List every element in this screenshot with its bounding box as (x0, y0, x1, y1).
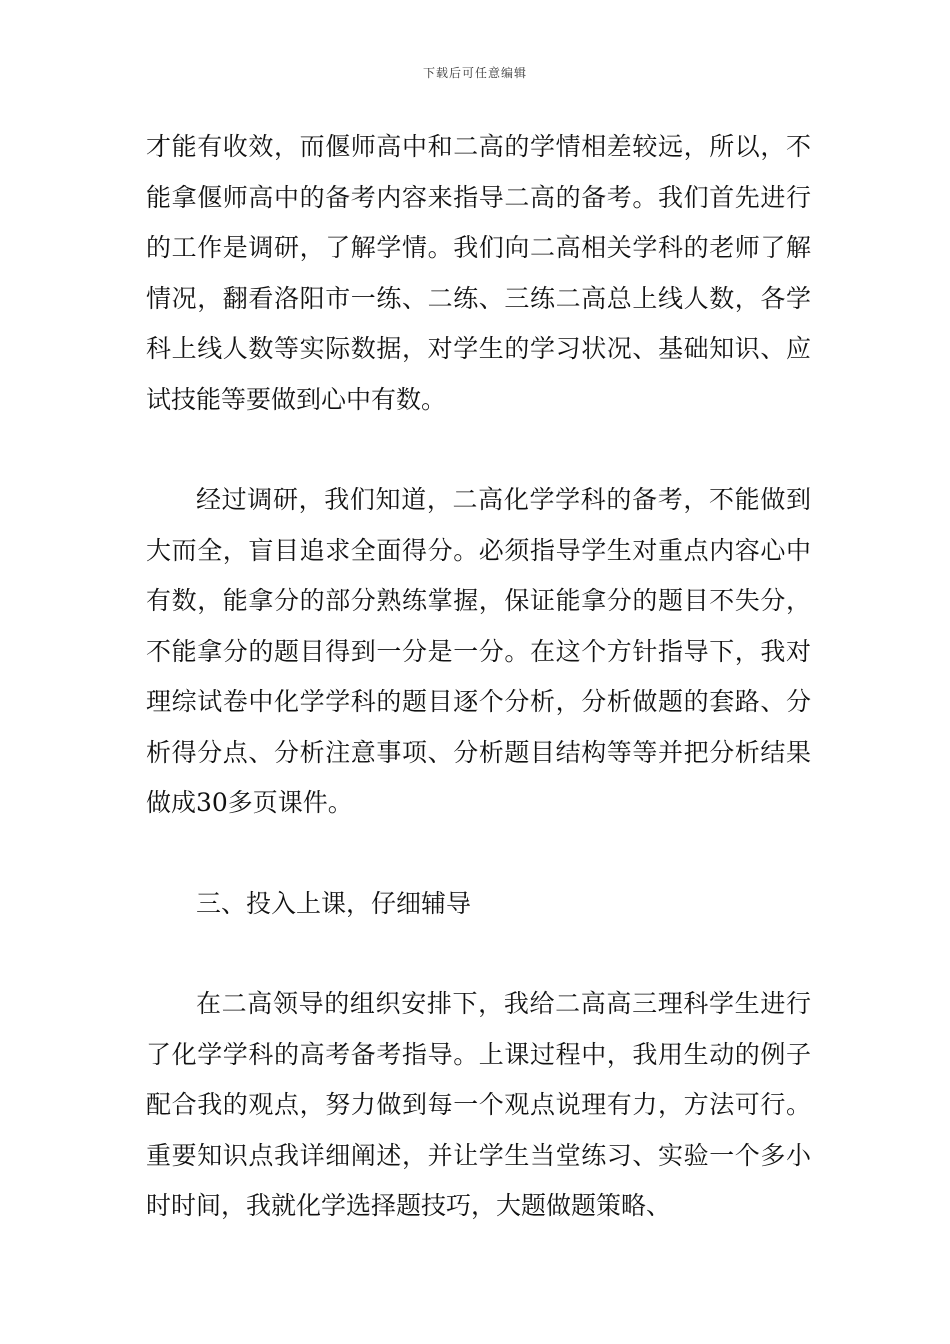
document-body (146, 122, 811, 1232)
section-heading: 三、投入上课，仔细辅导 (196, 888, 472, 918)
paragraph-continuation: 才能有收效，而偃师高中和二高的学情相差较远，所以，不能拿偃师高中的备考内容来指导二高的备考。我们首先进行的工作是调研，了解学情。我们向二高相关学科的老师了解情况，翻看洛阳市一练、二练、三练二高总上线人数，各学科上线人数等实际数据，对学生的学习状况、基础知识、应试技能等要做到心中有数。 (146, 132, 811, 414)
paragraph-gap (146, 829, 811, 879)
paragraph-gap (146, 425, 811, 475)
paragraph-gap (146, 929, 811, 979)
paragraph-teaching: 在二高领导的组织安排下，我给二高高三理科学生进行了化学学科的高考备考指导。上课过程中，我用生动的例子配合我的观点，努力做到每一个观点说理有力，方法可行。重要知识点我详细阐述，并让学生当堂练习、实验一个多小时时间，我就化学选择题技巧，大题做题策略、 (146, 989, 811, 1220)
paragraph-research: 经过调研，我们知道，二高化学学科的备考，不能做到大而全，盲目追求全面得分。必须指导学生对重点内容心中有数，能拿分的部分熟练掌握，保证能拿分的题目不失分，不能拿分的题目得到一分是一分。在这个方针指导下，我对理综试卷中化学学科的题目逐个分析，分析做题的套路、分析得分点、分析注意事项、分析题目结构等等并把分析结果做成30多页课件。 (146, 485, 811, 817)
page-header: 下载后可任意编辑 (422, 66, 527, 80)
